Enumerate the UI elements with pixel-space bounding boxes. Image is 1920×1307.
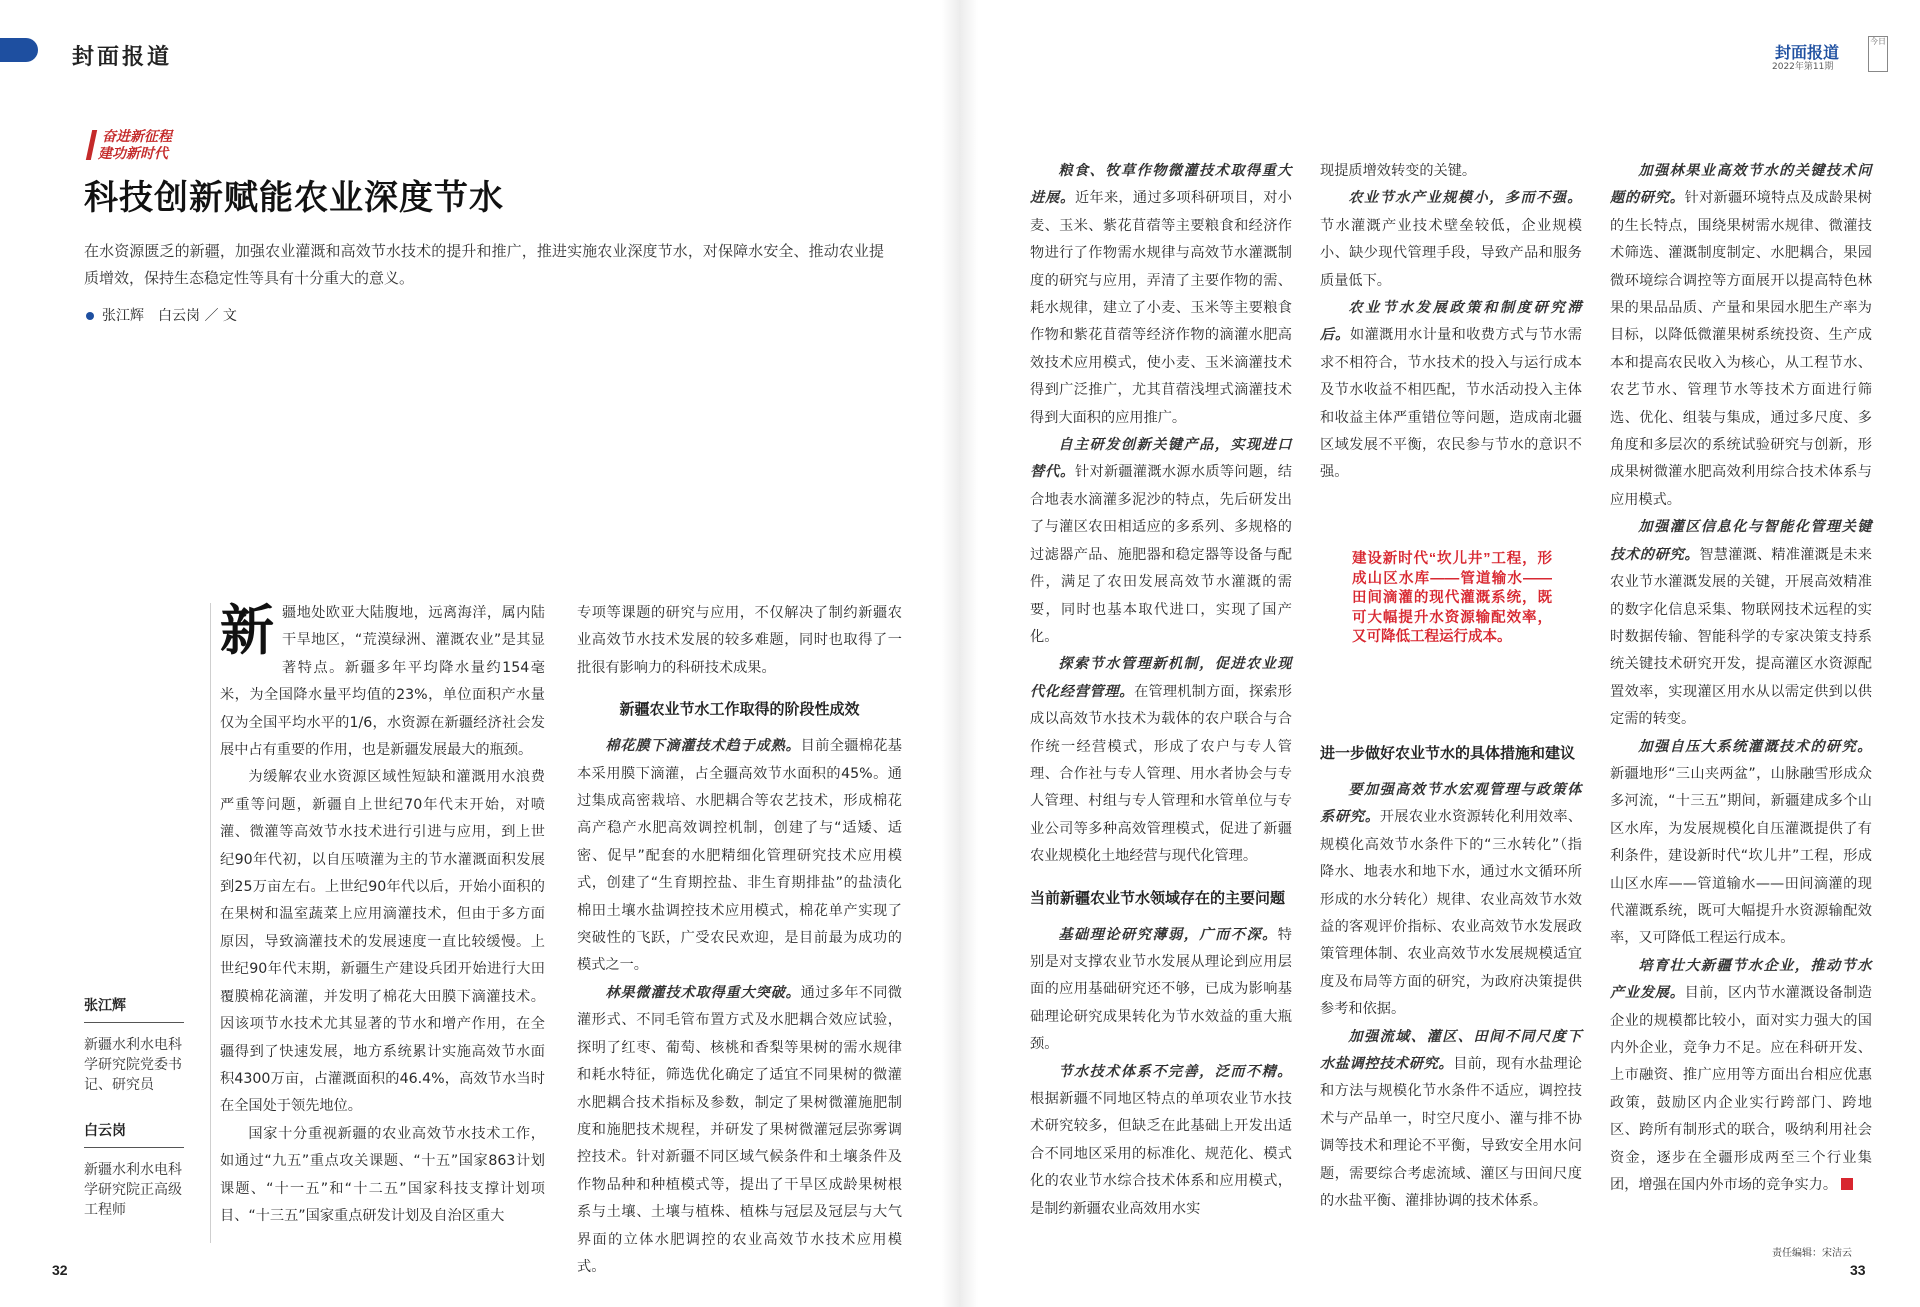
end-mark-icon: [1841, 1178, 1853, 1190]
col4-paragraph-3: [1320, 295, 1582, 487]
col1-paragraph-2: 为缓解农业水资源区域性短缺和灌溉用水浪费严重等问题，新疆自上世纪70年代末开始，对喷灌、微灌等高效节水技术进行引进与应用，到上世纪90年代初，以自压喷灌为主的节水灌溉面积发展到25万亩左右。上世纪90年代以后，开始小面积的在果树和温室蔬菜上应用滴灌技术，但由于多方面原因，导致滴灌技术的发展速度一直比较缓慢。上世纪90年代末期，新疆生产建设兵团开始进行大田覆膜棉花滴灌，并发明了棉花大田膜下滴灌技术。因该项节水技术尤其显著的节水和增产作用，在全疆得到了快速发展，地方系统累计实施高效节水面积4300万亩，占灌溉面积的46.4%，高效节水当时在全国处于领先地位。: [220, 769, 545, 1115]
col4-p5-lead: 加强流域、灌区、田间不同尺度下水盐调控技术研究。: [1320, 1028, 1582, 1073]
kicker-line2: 建功新时代: [98, 145, 168, 161]
col5-paragraph-2: [1610, 514, 1872, 733]
author-title-2: 新疆水利水电科学研究院正高级工程师: [84, 1162, 182, 1218]
col3-p5-lead: 节水技术体系不完善，泛而不精。: [1058, 1063, 1292, 1080]
col3-paragraph-1: [1030, 158, 1292, 432]
col3-p4-lead: 基础理论研究薄弱，广而不深。: [1058, 926, 1278, 943]
kicker-line1: 奋进新征程: [102, 128, 172, 144]
page-gutter: [942, 0, 978, 1307]
byline: 张江辉 白云岗 ／ 文: [102, 308, 237, 324]
col4-p2-lead: 农业节水产业规模小，多而不强。: [1348, 190, 1582, 207]
section-label-left: 封面报道: [72, 44, 173, 70]
col3-p3-lead: 探索节水管理新机制，促进农业现代化经营管理。: [1030, 656, 1292, 700]
col5-paragraph-3: [1610, 734, 1872, 953]
article-summary: 在水资源匮乏的新疆，加强农业灌溉和高效节水技术的提升和推广，推进实施农业深度节水，对保障水安全、推动农业提质增效，保持生态稳定性等具有十分重大的意义。: [84, 242, 884, 287]
col4-subheading: 进一步做好农业节水的具体措施和建议: [1320, 745, 1576, 762]
col4-p3-text: 如灌溉用水计量和收费方式与节水需求不相符合，节水技术的投入与运行成本及节水收益不相匹配，节水活动投入主体和收益主体严重错位等问题，造成南北疆区域发展不平衡，农民参与节水的意识不强。: [1320, 327, 1582, 481]
column-4-bottom: [1320, 740, 1582, 1216]
col2-subheading: 新疆农业节水工作取得的阶段性成效: [619, 701, 860, 719]
col2-paragraph-2: [577, 733, 902, 980]
col3-p2-lead: 自主研发创新关键产品，实现进口替代。: [1030, 437, 1292, 481]
col4-p2-text: 节水灌溉产业技术壁垒较低，企业规模小、缺少现代管理手段，导致产品和服务质量低下。: [1320, 217, 1582, 289]
col4-p4-lead: 要加强高效节水宏观管理与政策体系研究。: [1320, 782, 1582, 826]
col5-p3-text: 新疆地形“三山夹两盆”，山脉融雪形成众多河流，“十三五”期间，新疆建成多个山区水库，为发展规模化自压灌溉提供了有利条件，建设新时代“坎儿井”工程，形成山区水库——管道输水——田间滴灌的现代灌溉系统，既可大幅提升水资源输配效率，又可降低工程运行成本。: [1610, 765, 1872, 947]
col1-paragraph-3: 国家十分重视新疆的农业高效节水技术工作，如通过“九五”重点攻关课题、“十五”国家863计划课题、“十一五”和“十二五”国家科技支撑计划项目、“十三五”国家重点研发计划及自治区重大: [220, 1125, 545, 1224]
magazine-mark: 今日: [1868, 36, 1888, 72]
col5-p4-text: 目前，区内节水灌溉设备制造企业的规模都比较小，面对实力强大的国内外企业，竞争力不足。应在科研开发、上市融资、推广应用等方面出台相应优惠政策，鼓励区内企业实行跨部门、跨地区、跨所有制形式的联合，吸纳利用社会资金，逐步在全疆形成两至三个行业集团，增强在国内外市场的竞争实力。: [1610, 985, 1872, 1194]
drop-cap: 新: [220, 598, 274, 662]
sidebar-vertical-rule: [210, 603, 211, 1243]
col3-paragraph-5: [1030, 1059, 1292, 1223]
col4-paragraph-4: [1320, 777, 1582, 1024]
col2-p3-text: 通过多年不同微灌形式、不同毛管布置方式及水肥耦合效应试验，探明了红枣、葡萄、核桃和香梨等果树的需水规律和耗水特征，筛选优化确定了适宜不同果树的微灌水肥耦合技术指标及参数，制定了果树微灌施肥制度和施肥技术规程，并研发了果树微灌冠层弥雾调控技术。针对新疆不同区域气候条件和土壤条件及作物品种和种植模式等，提出了干旱区成龄果树根系与土壤、土壤与植株、植株与冠层及冠层与大气界面的立体水肥调控的农业高效节水技术应用模式。: [577, 984, 902, 1275]
col5-paragraph-1: [1610, 158, 1872, 514]
col3-paragraph-2: [1030, 432, 1292, 651]
col5-p2-lead: 加强灌区信息化与智能化管理关键技术的研究。: [1610, 519, 1872, 563]
col3-paragraph-3: [1030, 651, 1292, 870]
page-number-right: 33: [1850, 1262, 1866, 1278]
column-4-top: [1320, 158, 1582, 487]
author-name-1: 张江辉: [84, 998, 126, 1014]
byline-dot: [86, 312, 94, 320]
column-2: [577, 600, 902, 1281]
col5-p4-lead: 培育壮大新疆节水企业，推动节水产业发展。: [1610, 957, 1872, 1002]
col4-paragraph-5: [1320, 1024, 1582, 1216]
col1-paragraph-1: [220, 600, 545, 764]
col4-paragraph-1: 现提质增效转变的关键。: [1320, 163, 1477, 179]
issue-label: 2022年第11期: [1772, 62, 1834, 72]
col2-p2-text: 目前全疆棉花基本采用膜下滴灌，占全疆高效节水面积的45%。通过集成高密栽培、水肥耦合等农艺技术，形成棉花高产稳产水肥高效调控机制，创建了与“适矮、适密、促早”配套的水肥精细化管理研究技术应用模式，创建了“生育期控盐、非生育期排盐”的盐渍化棉田土壤水盐调控技术应用模式，棉花单产实现了突破性的飞跃，广受农民欢迎，是目前最为成功的模式之一。: [577, 738, 902, 974]
col2-p3-lead: 林果微灌技术取得重大突破。: [605, 984, 801, 1001]
author-sidebar: [84, 996, 184, 1220]
col4-p3-lead: 农业节水发展政策和制度研究滞后。: [1320, 300, 1582, 344]
col3-p1-lead: 粮食、牧草作物微灌技术取得重大进展。: [1030, 163, 1292, 207]
pull-quote: 建设新时代“坎儿井”工程，形成山区水库——管道输水——田间滴灌的现代灌溉系统，既可大幅提升水资源输配效率，又可降低工程运行成本。: [1352, 551, 1552, 645]
col3-paragraph-4: [1030, 922, 1292, 1059]
col3-p1-text: 近年来，通过多项科研项目，对小麦、玉米、紫花苜蓿等主要粮食和经济作物进行了作物需水规律与高效节水灌溉制度的研究与应用，弄清了主要作物的需、耗水规律，建立了小麦、玉米等主要粮食作物和紫花苜蓿等经济作物的滴灌水肥高效技术应用模式，使小麦、玉米滴灌技术得到广泛推广，尤其苜蓿浅埋式滴灌技术得到大面积的应用推广。: [1030, 190, 1292, 426]
column-1: [220, 600, 545, 1230]
author-divider-2: [84, 1147, 184, 1148]
col5-p2-text: 智慧灌溉、精准灌溉是未来农业节水灌溉发展的关键，开展高效精准的数字化信息采集、物联网技术远程的实时数据传输、智能科学的专家决策支持系统关键技术研究开发，提高灌区水资源配置效率，实现灌区用水从以需定供到以供定需的转变。: [1610, 546, 1872, 728]
col3-p5-text: 根据新疆不同地区特点的单项农业节水技术研究较多，但缺乏在此基础上开发出适合不同地区采用的标准化、规范化、模式化的农业节水综合技术体系和应用模式，是制约新疆农业高效用水实: [1030, 1091, 1292, 1217]
section-label-right: 封面报道: [1775, 45, 1840, 62]
col3-p3-text: 在管理机制方面，探索形成以高效节水技术为载体的农户联合与合作统一经营模式，形成了农户与专人管理、合作社与专人管理、用水者协会与专人管理、村组与专人管理和水管单位与专业公司等多种高效管理模式，促进了新疆农业规模化土地经营与现代化管理。: [1030, 683, 1292, 865]
col2-p2-lead: 棉花膜下滴灌技术趋于成熟。: [605, 738, 801, 755]
col5-p1-text: 针对新疆环境特点及成龄果树的生长特点，围绕果树需水规律、微灌技术筛选、灌溉制度制定、水肥耦合，果园微环境综合调控等方面展开以提高特色林果的果品品质、产量和果园水肥生产率为目标，以降低微灌果树系统投资、生产成本和提高农民收入为核心，从工程节水、农艺节水、管理节水等技术方面进行筛选、优化、组装与集成，通过多尺度、多角度和多层次的系统试验研究与创新，形成果树微灌水肥高效利用综合技术体系与应用模式。: [1610, 190, 1872, 508]
col2-paragraph-1: 专项等课题的研究与应用，不仅解决了制约新疆农业高效节水技术发展的较多难题，同时也取得了一批很有影响力的科研技术成果。: [577, 605, 902, 676]
col3-subheading: 当前新疆农业节水领域存在的主要问题: [1030, 889, 1286, 907]
col5-p3-lead: 加强自压大系统灌溉技术的研究。: [1638, 738, 1872, 755]
page-number-left: 32: [52, 1262, 68, 1278]
col1-p1-text: 疆地处欧亚大陆腹地，远离海洋，属内陆干旱地区，“荒漠绿洲、灌溉农业”是其显著特点。新疆多年平均降水量约154毫米，为全国降水量平均值的23%，单位面积产水量仅为全国平均水平的1/6，水资源在新疆经济社会发展中占有重要的作用，也是新疆发展最大的瓶颈。: [220, 605, 545, 759]
col4-p5-text: 目前，现有水盐理论和方法与规模化节水条件不适应，调控技术与产品单一，时空尺度小、灌与排不协调等技术和理论不平衡，导致安全用水问题，需要综合考虑流域、灌区与田间尺度的水盐平衡、灌排协调的技术体系。: [1320, 1056, 1582, 1210]
column-5: [1610, 158, 1872, 1199]
author-name-2: 白云岗: [84, 1123, 126, 1139]
header-tab-blue: [0, 38, 38, 62]
col3-p4-text: 特别是对支撑农业节水发展从理论到应用层面的应用基础研究还不够，已成为影响基础理论研究成果转化为节水效益的重大瓶颈。: [1030, 926, 1292, 1053]
col4-p4-text: 开展农业水资源转化利用效率、规模化高效节水条件下的“三水转化”（指降水、地表水和地下水，通过水文循环所形成的水分转化）规律、农业高效节水效益的客观评价指标、农业高效节水发展政策管理体制、农业高效节水发展规模适宜度及布局等方面的研究，为政府决策提供参考和依据。: [1320, 809, 1582, 1018]
author-divider-1: [84, 1022, 184, 1023]
author-title-1: 新疆水利水电科学研究院党委书记、研究员: [84, 1037, 182, 1093]
editor-credit: 责任编辑：宋洁云: [1772, 1248, 1852, 1259]
col2-paragraph-3: [577, 980, 902, 1281]
kicker-bar: [86, 130, 97, 160]
col3-p2-text: 针对新疆灌溉水源水质等问题，结合地表水滴灌多泥沙的特点，先后研发出了与灌区农田相适应的多系列、多规格的过滤器产品、施肥器和稳定器等设备与配件，满足了农田发展高效节水灌溉的需要，同时也基本取代进口，实现了国产化。: [1030, 464, 1292, 645]
column-3: [1030, 158, 1292, 1223]
col4-paragraph-2: [1320, 185, 1582, 295]
col5-p1-lead: 加强林果业高效节水的关键技术问题的研究。: [1610, 163, 1872, 207]
article-title: 科技创新赋能农业深度节水: [84, 178, 504, 218]
col5-paragraph-4: [1610, 953, 1872, 1200]
